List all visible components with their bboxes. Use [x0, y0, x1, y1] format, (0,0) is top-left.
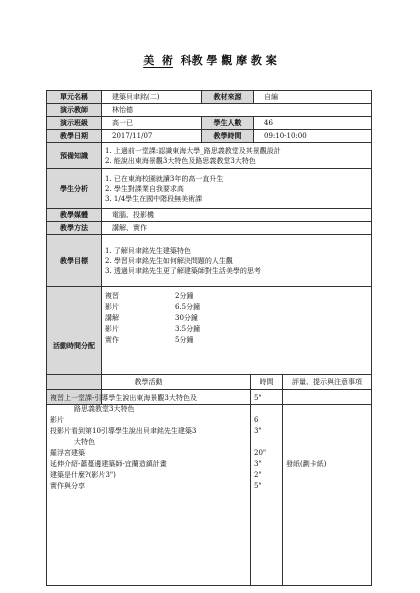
- activity-time: [254, 404, 279, 415]
- activity-time: 6: [254, 416, 259, 424]
- activity-line: 羅浮宮建築: [50, 449, 85, 457]
- activity-line: 大特色: [74, 438, 95, 446]
- activity-column: [47, 390, 251, 586]
- students-value: 46: [254, 117, 372, 130]
- note-header: 評量、提示與注意事項: [283, 375, 372, 390]
- time-header: 時間: [251, 375, 283, 390]
- activity-note: [286, 426, 368, 437]
- title-rest: 科教 學 觀 摩 教 案: [180, 54, 277, 67]
- source-label: 教材來源: [202, 91, 254, 104]
- goal-item: 3. 透過貝聿銘先生更了解建築師對生活美學的思考: [105, 266, 261, 275]
- goal-item: 2. 學習貝聿銘先生如何解決問題的人生觀: [105, 256, 233, 265]
- alloc-item: 講解 30分鐘: [105, 314, 198, 322]
- activity-line: 建築是什麼?(影片3"): [50, 471, 116, 479]
- unit-value: 建築貝聿銘(二): [102, 91, 202, 104]
- note-column: [283, 390, 372, 586]
- activity-note: [286, 437, 368, 448]
- teacher-label: 演示教師: [47, 104, 102, 117]
- goals-label: 教學目標: [47, 235, 102, 287]
- alloc-label: 活動時間分配: [47, 287, 102, 405]
- activities-table: [46, 374, 372, 586]
- unit-label: 單元名稱: [47, 91, 102, 104]
- activity-note: [286, 415, 368, 426]
- alloc-item: 影片 6.5分鐘: [105, 303, 201, 311]
- alloc-item: 影片 3.5分鐘: [105, 325, 201, 333]
- prior-label: 預備知識: [47, 143, 102, 169]
- goal-item: 1. 了解貝聿銘先生建築特色: [105, 246, 191, 255]
- activity-note: [286, 448, 368, 459]
- title-subject: 美 術: [143, 54, 173, 67]
- activity-note: [286, 470, 368, 481]
- goals-list: [102, 235, 372, 287]
- activity-note: [286, 404, 368, 415]
- analysis-item: 2. 學生對課業自我要求高: [105, 184, 184, 193]
- source-value: 自編: [254, 91, 372, 104]
- activity-time: 3": [254, 460, 262, 468]
- media-label: 教學媒體: [47, 209, 102, 222]
- method-value: 講解、實作: [102, 222, 372, 235]
- lesson-info-table: [46, 90, 372, 405]
- activity-note: [286, 481, 368, 492]
- activity-line: 複習上一堂課-引導學生說出東海景觀3大特色及: [50, 394, 197, 402]
- activity-time: 2": [254, 471, 262, 479]
- analysis-item: 1. 已在東海校園就讀3年的高一直升生: [105, 174, 224, 183]
- media-value: 電腦、投影機: [102, 209, 372, 222]
- activity-line: 路思義教堂3大特色: [74, 405, 135, 413]
- activity-header: 教學活動: [47, 375, 251, 390]
- time-column: [251, 390, 283, 586]
- activity-line: 延伸介紹-蕭蔓邊建築師-宜蘭造鎮計畫: [50, 460, 167, 468]
- alloc-item: 實作 5分鐘: [105, 336, 194, 344]
- date-value: 2017/11/07: [102, 130, 202, 143]
- analysis-label: 學生分析: [47, 169, 102, 209]
- analysis-item: 3. 1/4學生在國中階段無美術課: [105, 194, 203, 203]
- prior-item: 2. 能說出東海景觀3大特色及路思義教堂3大特色: [105, 156, 256, 165]
- date-label: 教學日期: [47, 130, 102, 143]
- time-value: 09:10-10:00: [254, 130, 372, 143]
- activity-line: 實作與分享: [50, 482, 85, 490]
- teacher-value: 林怡德: [102, 104, 372, 117]
- activity-time: [254, 437, 279, 448]
- analysis-list: [102, 169, 372, 209]
- prior-list: [102, 143, 372, 169]
- method-label: 教學方法: [47, 222, 102, 235]
- activity-time: 3": [254, 427, 262, 435]
- activity-line: 投影片看到第10引導學生說出貝聿銘先生建築3: [50, 427, 197, 435]
- activity-time: 5": [254, 482, 262, 490]
- time-label: 教學時間: [202, 130, 254, 143]
- alloc-item: 複習 2分鐘: [105, 292, 194, 300]
- page-title: [0, 52, 420, 68]
- activity-time: 5": [254, 394, 262, 402]
- activity-note: 發紙(劃卡紙): [286, 460, 327, 468]
- students-label: 學生人數: [202, 117, 254, 130]
- class-value: 高一已: [102, 117, 202, 130]
- activity-note: [286, 393, 368, 404]
- activity-line: 影片: [50, 416, 64, 424]
- activity-time: 20": [254, 449, 267, 457]
- class-label: 演示班級: [47, 117, 102, 130]
- prior-item: 1. 上過前一堂課:認識東海大學_路思義教堂及其景觀設計: [105, 146, 281, 155]
